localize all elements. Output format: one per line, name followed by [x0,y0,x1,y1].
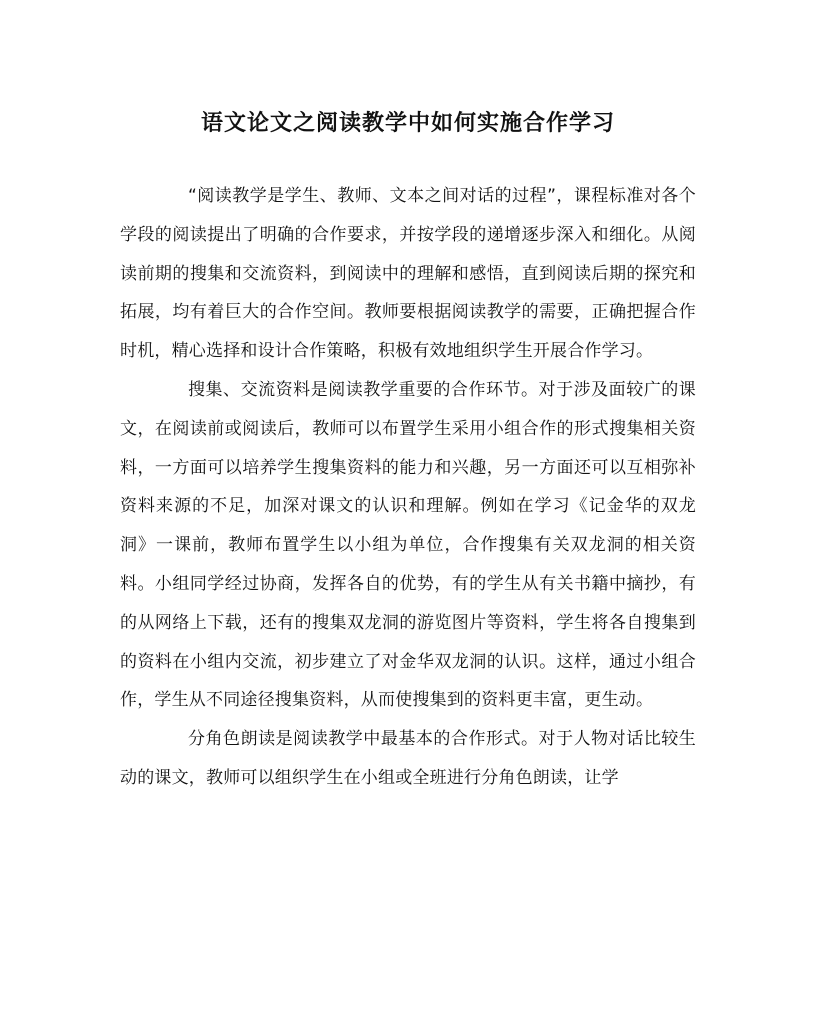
paragraph-1: “阅读教学是学生、教师、文本之间对话的过程”，课程标准对各个学段的阅读提出了明确的合作要求，并按学段的递增逐步深入和细化。从阅读前期的搜集和交流资料，到阅读中的理解和感悟，直到阅读后期的探究和拓展，均有着巨大的合作空间。教师要根据阅读教学的需要，正确把握合作时机，精心选择和设计合作策略，积极有效地组织学生开展合作学习。 [120,186,696,362]
paragraph-2: 搜集、交流资料是阅读教学重要的合作环节。对于涉及面较广的课文，在阅读前或阅读后，教师可以布置学生采用小组合作的形式搜集相关资料，一方面可以培养学生搜集资料的能力和兴趣，另一方面还可以互相弥补资料来源的不足，加深对课文的认识和理解。例如在学习《记金华的双龙洞》一课前，教师布置学生以小组为单位，合作搜集有关双龙洞的相关资料。小组同学经过协商，发挥各自的优势，有的学生从有关书籍中摘抄，有的从网络上下载，还有的搜集双龙洞的游览图片等资料，学生将各自搜集到的资料在小组内交流，初步建立了对金华双龙洞的认识。这样，通过小组合作，学生从不同途径搜集资料，从而使搜集到的资料更丰富，更生动。 [120,379,696,711]
page-title: 语文论文之阅读教学中如何实施合作学习 [200,110,615,136]
paragraph-3: 分角色朗读是阅读教学中最基本的合作形式。对于人物对话比较生动的课文，教师可以组织学生在小组或全班进行分角色朗读，让学 [120,729,696,788]
document-body [120,177,696,798]
